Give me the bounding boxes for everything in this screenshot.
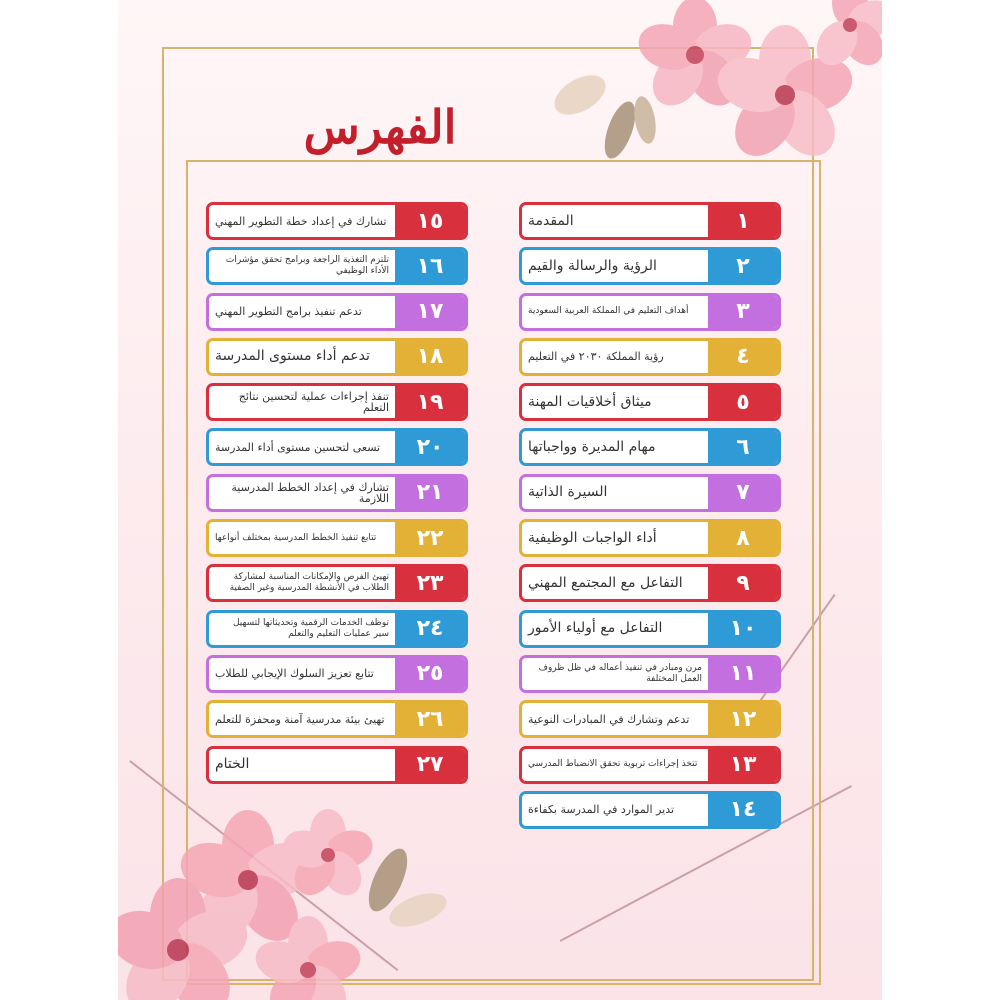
toc-entry-label: مرن ومبادر في تنفيذ أعماله في ظل ظروف العمل المختلفة bbox=[538, 662, 702, 684]
toc-entry-number: ١ bbox=[708, 205, 778, 237]
toc-entry-label: تدعم وتشارك في المبادرات النوعية bbox=[528, 712, 690, 726]
toc-entry[interactable] bbox=[206, 293, 468, 331]
toc-entry-label: السيرة الذاتية bbox=[528, 484, 608, 501]
toc-entry[interactable] bbox=[206, 383, 468, 421]
toc-entry[interactable] bbox=[519, 338, 781, 376]
toc-entry-label: تسعى لتحسين مستوى أداء المدرسة bbox=[215, 440, 381, 454]
toc-entry-number: ١٠ bbox=[708, 613, 778, 645]
toc-entry-number: ١٢ bbox=[708, 703, 778, 735]
toc-entry[interactable] bbox=[519, 610, 781, 648]
toc-entry[interactable] bbox=[519, 293, 781, 331]
toc-entry[interactable] bbox=[206, 519, 468, 557]
toc-entry-label: التفاعل مع أولياء الأمور bbox=[528, 620, 663, 637]
toc-entry-label: المقدمة bbox=[528, 212, 574, 229]
toc-entry[interactable] bbox=[206, 700, 468, 738]
toc-entry-label: مهام المديرة وواجباتها bbox=[528, 438, 656, 455]
toc-entry[interactable] bbox=[206, 746, 468, 784]
toc-entry[interactable] bbox=[519, 202, 781, 240]
toc-entry-label: تنفذ إجراءات عملية لتحسين نتائج التعلم bbox=[238, 390, 389, 415]
toc-entry-number: ٥ bbox=[708, 386, 778, 418]
toc-entry-label: أهداف التعليم في المملكة العربية السعودية bbox=[528, 306, 689, 317]
toc-entry[interactable] bbox=[519, 791, 781, 829]
toc-entry-number: ١٤ bbox=[708, 794, 778, 826]
toc-entry-label: تدعم أداء مستوى المدرسة bbox=[215, 348, 370, 365]
toc-entry-label: توظف الخدمات الرقمية وتحديثاتها لتسهيل سير عمليات التعليم والتعلم bbox=[232, 617, 389, 639]
toc-entry-number: ٢٦ bbox=[395, 703, 465, 735]
toc-entry-label: تدعم تنفيذ برامج التطوير المهني bbox=[215, 305, 362, 319]
toc-entry[interactable] bbox=[206, 564, 468, 602]
toc-entry[interactable] bbox=[206, 610, 468, 648]
toc-entry-label: تهيئ بيئة مدرسية آمنة ومحفزة للتعلم bbox=[215, 712, 385, 726]
toc-right-column bbox=[519, 202, 781, 836]
toc-entry-number: ١٣ bbox=[708, 749, 778, 781]
toc-entry-number: ٢٢ bbox=[395, 522, 465, 554]
toc-entry-label: الختام bbox=[215, 756, 250, 773]
toc-entry-number: ٢٧ bbox=[395, 749, 465, 781]
flower-decoration-bottom-icon bbox=[118, 800, 478, 1000]
toc-entry[interactable] bbox=[519, 700, 781, 738]
flower-decoration-top-icon bbox=[520, 0, 882, 180]
toc-entry-number: ٢ bbox=[708, 250, 778, 282]
toc-entry-label: التفاعل مع المجتمع المهني bbox=[528, 574, 683, 591]
toc-entry[interactable] bbox=[519, 564, 781, 602]
toc-entry-label: أداء الواجبات الوظيفية bbox=[528, 529, 657, 546]
toc-entry-number: ٢٥ bbox=[395, 658, 465, 690]
toc-entry[interactable] bbox=[206, 202, 468, 240]
toc-entry[interactable] bbox=[519, 247, 781, 285]
toc-entry-label: ميثاق أخلاقيات المهنة bbox=[528, 393, 652, 410]
toc-entry-number: ٢٠ bbox=[395, 431, 465, 463]
toc-entry-number: ١٨ bbox=[395, 341, 465, 373]
toc-entry-number: ٧ bbox=[708, 477, 778, 509]
toc-entry-number: ٢١ bbox=[395, 477, 465, 509]
toc-entry[interactable] bbox=[519, 474, 781, 512]
toc-entry-label: تتابع تنفيذ الخطط المدرسية بمختلف أنواعها bbox=[215, 532, 377, 543]
page-title: الفهرس bbox=[303, 100, 457, 154]
toc-entry-label: الرؤية والرسالة والقيم bbox=[528, 257, 657, 274]
toc-entry-number: ٩ bbox=[708, 567, 778, 599]
toc-entry-label: رؤية المملكة ٢٠٣٠ في التعليم bbox=[528, 350, 664, 364]
toc-entry[interactable] bbox=[206, 474, 468, 512]
toc-entry[interactable] bbox=[206, 655, 468, 693]
toc-entry[interactable] bbox=[206, 338, 468, 376]
toc-entry[interactable] bbox=[519, 519, 781, 557]
toc-entry-label: تشارك في إعداد الخطط المدرسية اللازمة bbox=[231, 480, 389, 505]
toc-entry-label: تلتزم التغذية الراجعة وبرامج تحقق مؤشرات الأداء الوظيفي bbox=[225, 255, 389, 277]
toc-entry[interactable] bbox=[519, 383, 781, 421]
toc-entry-number: ٢٤ bbox=[395, 613, 465, 645]
toc-entry-number: ١٥ bbox=[395, 205, 465, 237]
toc-entry-label: تتابع تعزيز السلوك الإيجابي للطلاب bbox=[215, 667, 374, 681]
toc-entry-number: ١٩ bbox=[395, 386, 465, 418]
toc-entry[interactable] bbox=[206, 428, 468, 466]
toc-entry-label: تتخذ إجراءات تربوية تحقق الانضباط المدرسي bbox=[528, 759, 698, 770]
toc-entry-label: تشارك في إعداد خطة التطوير المهني bbox=[215, 214, 387, 228]
toc-entry[interactable] bbox=[519, 655, 781, 693]
toc-entry-label: تدير الموارد في المدرسة بكفاءة bbox=[528, 803, 675, 817]
toc-entry[interactable] bbox=[519, 746, 781, 784]
toc-entry-number: ١٦ bbox=[395, 250, 465, 282]
toc-entry-number: ١٧ bbox=[395, 296, 465, 328]
toc-entry-number: ٨ bbox=[708, 522, 778, 554]
toc-entry-label: تهيئ الفرص والإمكانات المناسبة لمشاركة الطلاب في الأنشطة المدرسية وغير الصفية bbox=[229, 572, 389, 594]
toc-entry-number: ٤ bbox=[708, 341, 778, 373]
toc-entry-number: ١١ bbox=[708, 658, 778, 690]
toc-entry[interactable] bbox=[519, 428, 781, 466]
toc-entry-number: ٣ bbox=[708, 296, 778, 328]
toc-entry-number: ٢٣ bbox=[395, 567, 465, 599]
toc-entry[interactable] bbox=[206, 247, 468, 285]
toc-entry-number: ٦ bbox=[708, 431, 778, 463]
toc-left-column bbox=[206, 202, 468, 791]
